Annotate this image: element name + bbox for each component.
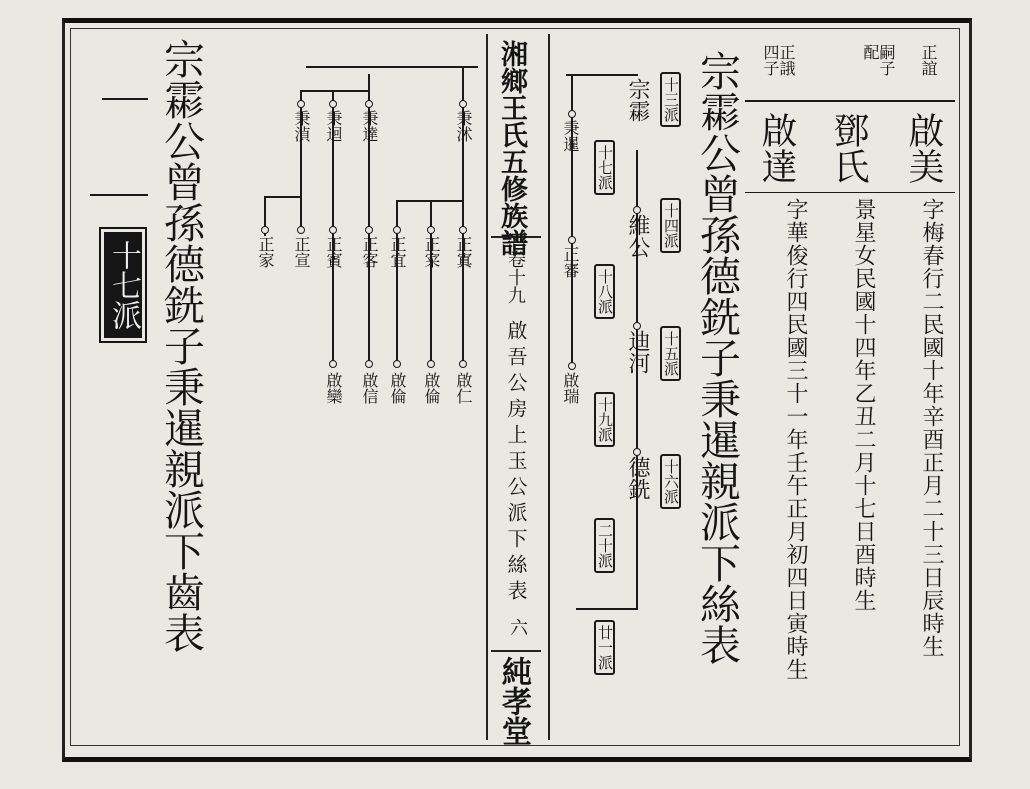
left-tree-top [306, 66, 478, 68]
gen-15: 十五派 [660, 326, 681, 381]
name-rule [745, 192, 955, 193]
gen-20: 二十派 [594, 518, 615, 573]
node [459, 100, 467, 108]
left-bing-4: 秉達 [360, 110, 379, 142]
left-zheng-7: 正家 [256, 236, 275, 268]
role-3: 正誐 四子 [761, 44, 796, 76]
volume-label: 卷十九 [505, 250, 526, 304]
branch-bingxian: 秉暹 [561, 120, 580, 152]
left-bing-6: 秉湞 [292, 110, 311, 142]
role-1: 正誼 [919, 44, 938, 76]
right-heading: 宗霦公曾孫德銑子秉暹親派下絲表 [693, 50, 741, 665]
left-rule-1 [102, 98, 148, 100]
trunk [430, 200, 432, 366]
gen-14: 十四派 [660, 198, 681, 253]
link [264, 196, 300, 198]
left-gen-label: 十七派 [104, 232, 142, 338]
info-line-1: 字梅春行二民國十年辛酉正月二十三日辰時生 [919, 198, 944, 658]
tree-top-rule [566, 74, 638, 76]
lineage-dihe: 迪河 [625, 330, 650, 374]
left-zheng-6: 正宣 [292, 236, 311, 268]
lineage-dexian: 德銑 [625, 456, 650, 500]
role-2: 嗣子 配 [861, 44, 896, 76]
left-qi-4: 啟信 [360, 372, 379, 404]
node [261, 226, 269, 234]
gen-17: 十七派 [594, 140, 615, 195]
left-qi-1: 啟仁 [454, 372, 473, 404]
node [393, 226, 401, 234]
node [297, 100, 305, 108]
gen-21: 廿一派 [594, 620, 615, 675]
node [365, 100, 373, 108]
left-rule-2 [90, 194, 148, 196]
node [329, 360, 337, 368]
link [396, 200, 462, 202]
left-qi-5: 啟欒 [324, 372, 343, 404]
node [329, 100, 337, 108]
left-bing-5: 秉迴 [324, 110, 343, 142]
left-zheng-2: 正寀 [422, 236, 441, 268]
node [365, 226, 373, 234]
left-zheng-1: 正寘 [454, 236, 473, 268]
left-heading: 宗霦公曾孫德銑子秉暹親派下齒表 [157, 38, 205, 653]
node [427, 226, 435, 234]
node [365, 360, 373, 368]
name-qida: 啟達 [756, 112, 797, 184]
lineage-weigong: 維公 [625, 214, 650, 258]
node [568, 110, 576, 118]
gen-16: 十六派 [660, 454, 681, 509]
left-qi-3: 啟倫 [388, 372, 407, 404]
left-bing-1: 秉沭 [454, 110, 473, 142]
hall-name: 純孝堂 [496, 656, 531, 746]
header-rule [745, 100, 955, 102]
branch-zhengshen: 正審 [561, 246, 580, 278]
gen-19: 十九派 [594, 392, 615, 447]
link [300, 90, 332, 92]
branch-qirui: 啟瑞 [561, 372, 580, 404]
node [459, 226, 467, 234]
node [297, 226, 305, 234]
node [568, 236, 576, 244]
book-title: 湘鄉王氏五修族譜 [496, 40, 527, 256]
node [329, 226, 337, 234]
node [633, 206, 641, 214]
name-dengshi: 鄧氏 [828, 112, 869, 184]
node [633, 448, 641, 456]
name-qimei: 啟美 [903, 112, 944, 184]
branch-link [576, 608, 638, 610]
trunk [396, 200, 398, 366]
left-zheng-5: 正賓 [324, 236, 343, 268]
gen-18: 十八派 [594, 264, 615, 319]
node [568, 362, 576, 370]
info-line-3: 字華俊行四民國三十一年壬午正月初四日寅時生 [783, 198, 808, 681]
gen-13: 十三派 [660, 72, 681, 127]
page-number: 六 [507, 618, 528, 636]
node [393, 360, 401, 368]
left-zheng-4: 正客 [360, 236, 379, 268]
left-qi-2: 啟倫 [422, 372, 441, 404]
info-line-2: 景星女民國十四年乙丑二月十七日酉時生 [851, 198, 876, 612]
section-label: 啟吾公房上玉公派下絲表 [504, 320, 528, 606]
lineage-zonglin: 宗霦 [625, 78, 650, 122]
node [427, 360, 435, 368]
node [633, 322, 641, 330]
link [332, 90, 368, 92]
left-zheng-3: 正宜 [388, 236, 407, 268]
node [459, 360, 467, 368]
